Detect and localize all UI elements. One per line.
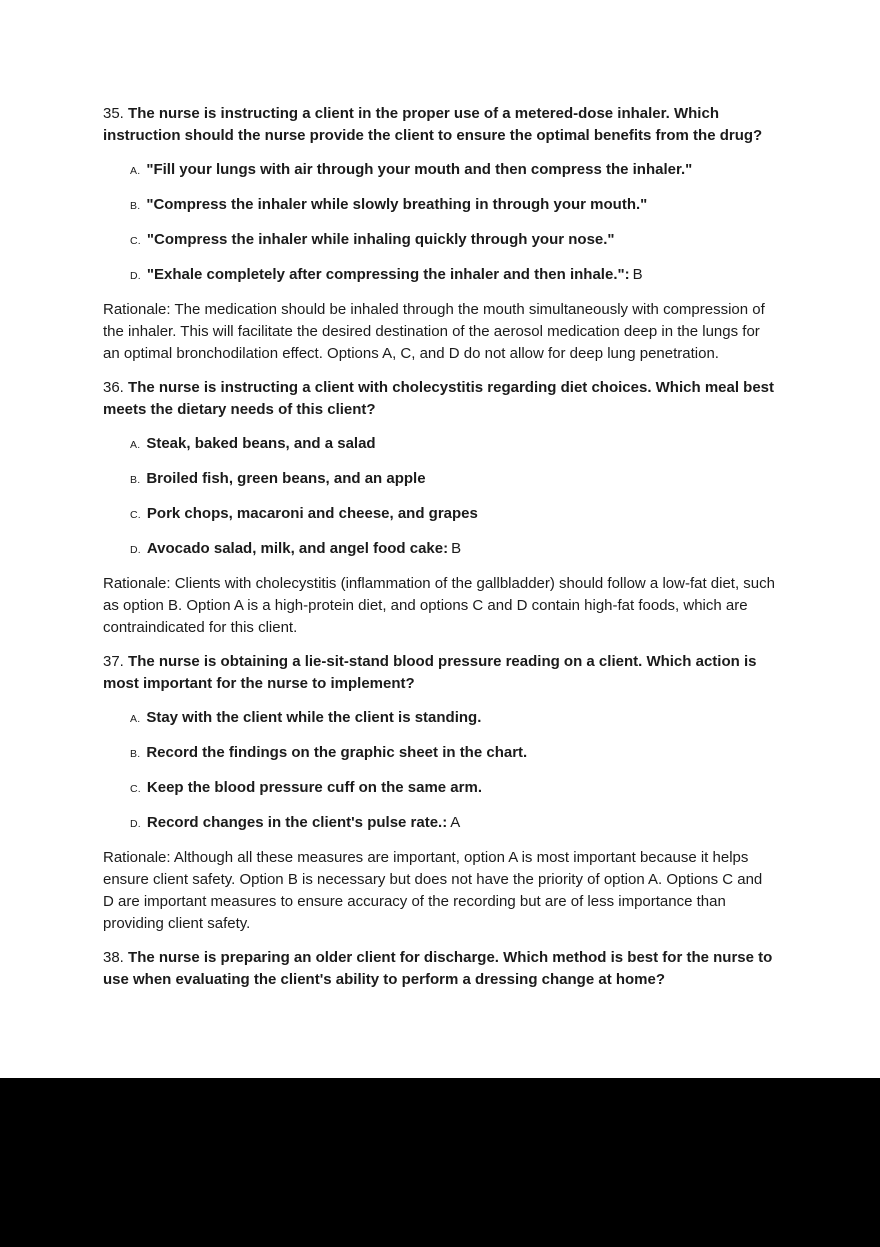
question-block-37 [103, 651, 777, 935]
option-row [130, 707, 777, 730]
question-number: 35. [103, 105, 124, 122]
answer-letter: B [451, 540, 462, 557]
option-row [130, 433, 777, 456]
option-row [130, 812, 777, 835]
option-letter: D. [130, 270, 141, 282]
option-letter: C. [130, 783, 141, 795]
answer-letter: B [632, 266, 643, 283]
option-text: "Compress the inhaler while slowly breathing in through your mouth." [146, 196, 648, 213]
option-row [130, 742, 777, 765]
option-row [130, 229, 777, 252]
option-letter: C. [130, 235, 141, 247]
question-text [103, 651, 777, 695]
option-text: "Exhale completely after compressing the inhaler and then inhale.": [146, 266, 630, 283]
option-row [130, 468, 777, 491]
rationale-text: Rationale: Although all these measures are important, option A is most important because it helps ensure client safety. Option B is necessary but does not have the priority of option A. Options C and D are important measures to ensure accuracy of the recording but are of less importance than providing client safety. [103, 849, 763, 932]
question-stem: The nurse is obtaining a lie-sit-stand blood pressure reading on a client. Which action is most important for the nurse to implement? [103, 653, 757, 692]
option-letter: C. [130, 509, 141, 521]
rationale-text: Rationale: Clients with cholecystitis (inflammation of the gallbladder) should follow a low-fat diet, such as option B. Option A is a high-protein diet, and options C and D contain high-fat foods, which are contraindicated for this client. [103, 575, 775, 636]
option-letter: D. [130, 544, 141, 556]
option-text: Avocado salad, milk, and angel food cake: [146, 540, 449, 557]
question-number: 37. [103, 653, 124, 670]
question-stem: The nurse is instructing a client in the proper use of a metered-dose inhaler. Which instruction should the nurse provide the client to ensure the optimal benefits from the drug? [103, 105, 763, 144]
question-block-36 [103, 377, 777, 639]
option-letter: D. [130, 818, 141, 830]
question-number: 36. [103, 379, 124, 396]
option-text: Stay with the client while the client is standing. [146, 709, 482, 726]
option-row [130, 777, 777, 800]
option-row [130, 159, 777, 182]
option-row [130, 264, 777, 287]
option-text: Record the findings on the graphic sheet in the chart. [146, 744, 528, 761]
option-letter: B. [130, 748, 141, 760]
rationale-text: Rationale: The medication should be inhaled through the mouth simultaneously with compression of the inhaler. This will facilitate the desired destination of the aerosol medication deep in the lungs for an optimal bronchodilation effect. Options A, C, and D do not allow for deep lung penetration. [103, 301, 765, 362]
question-number: 38. [103, 949, 124, 966]
document-content [103, 103, 777, 1003]
option-text: Record changes in the client's pulse rate.: [146, 814, 448, 831]
answer-letter: A [450, 814, 461, 831]
footer-bar [0, 1078, 880, 1247]
option-letter: A. [130, 713, 141, 725]
option-letter: A. [130, 165, 141, 177]
question-text [103, 103, 777, 147]
option-row [130, 538, 777, 561]
option-letter: A. [130, 439, 141, 451]
question-text [103, 377, 777, 421]
question-stem: The nurse is instructing a client with cholecystitis regarding diet choices. Which meal best meets the dietary needs of this client? [103, 379, 775, 418]
option-text: Keep the blood pressure cuff on the same arm. [146, 779, 482, 796]
option-text: Steak, baked beans, and a salad [146, 435, 376, 452]
option-row [130, 194, 777, 217]
question-block-35 [103, 103, 777, 365]
option-text: "Fill your lungs with air through your mouth and then compress the inhaler." [146, 161, 693, 178]
question-block-38 [103, 947, 777, 991]
option-row [130, 503, 777, 526]
option-text: Broiled fish, green beans, and an apple [146, 470, 426, 487]
option-letter: B. [130, 474, 141, 486]
option-text: "Compress the inhaler while inhaling quickly through your nose." [146, 231, 615, 248]
question-stem: The nurse is preparing an older client for discharge. Which method is best for the nurse to use when evaluating the client's ability to perform a dressing change at home? [103, 949, 773, 988]
option-letter: B. [130, 200, 141, 212]
option-text: Pork chops, macaroni and cheese, and grapes [146, 505, 478, 522]
question-text [103, 947, 777, 991]
